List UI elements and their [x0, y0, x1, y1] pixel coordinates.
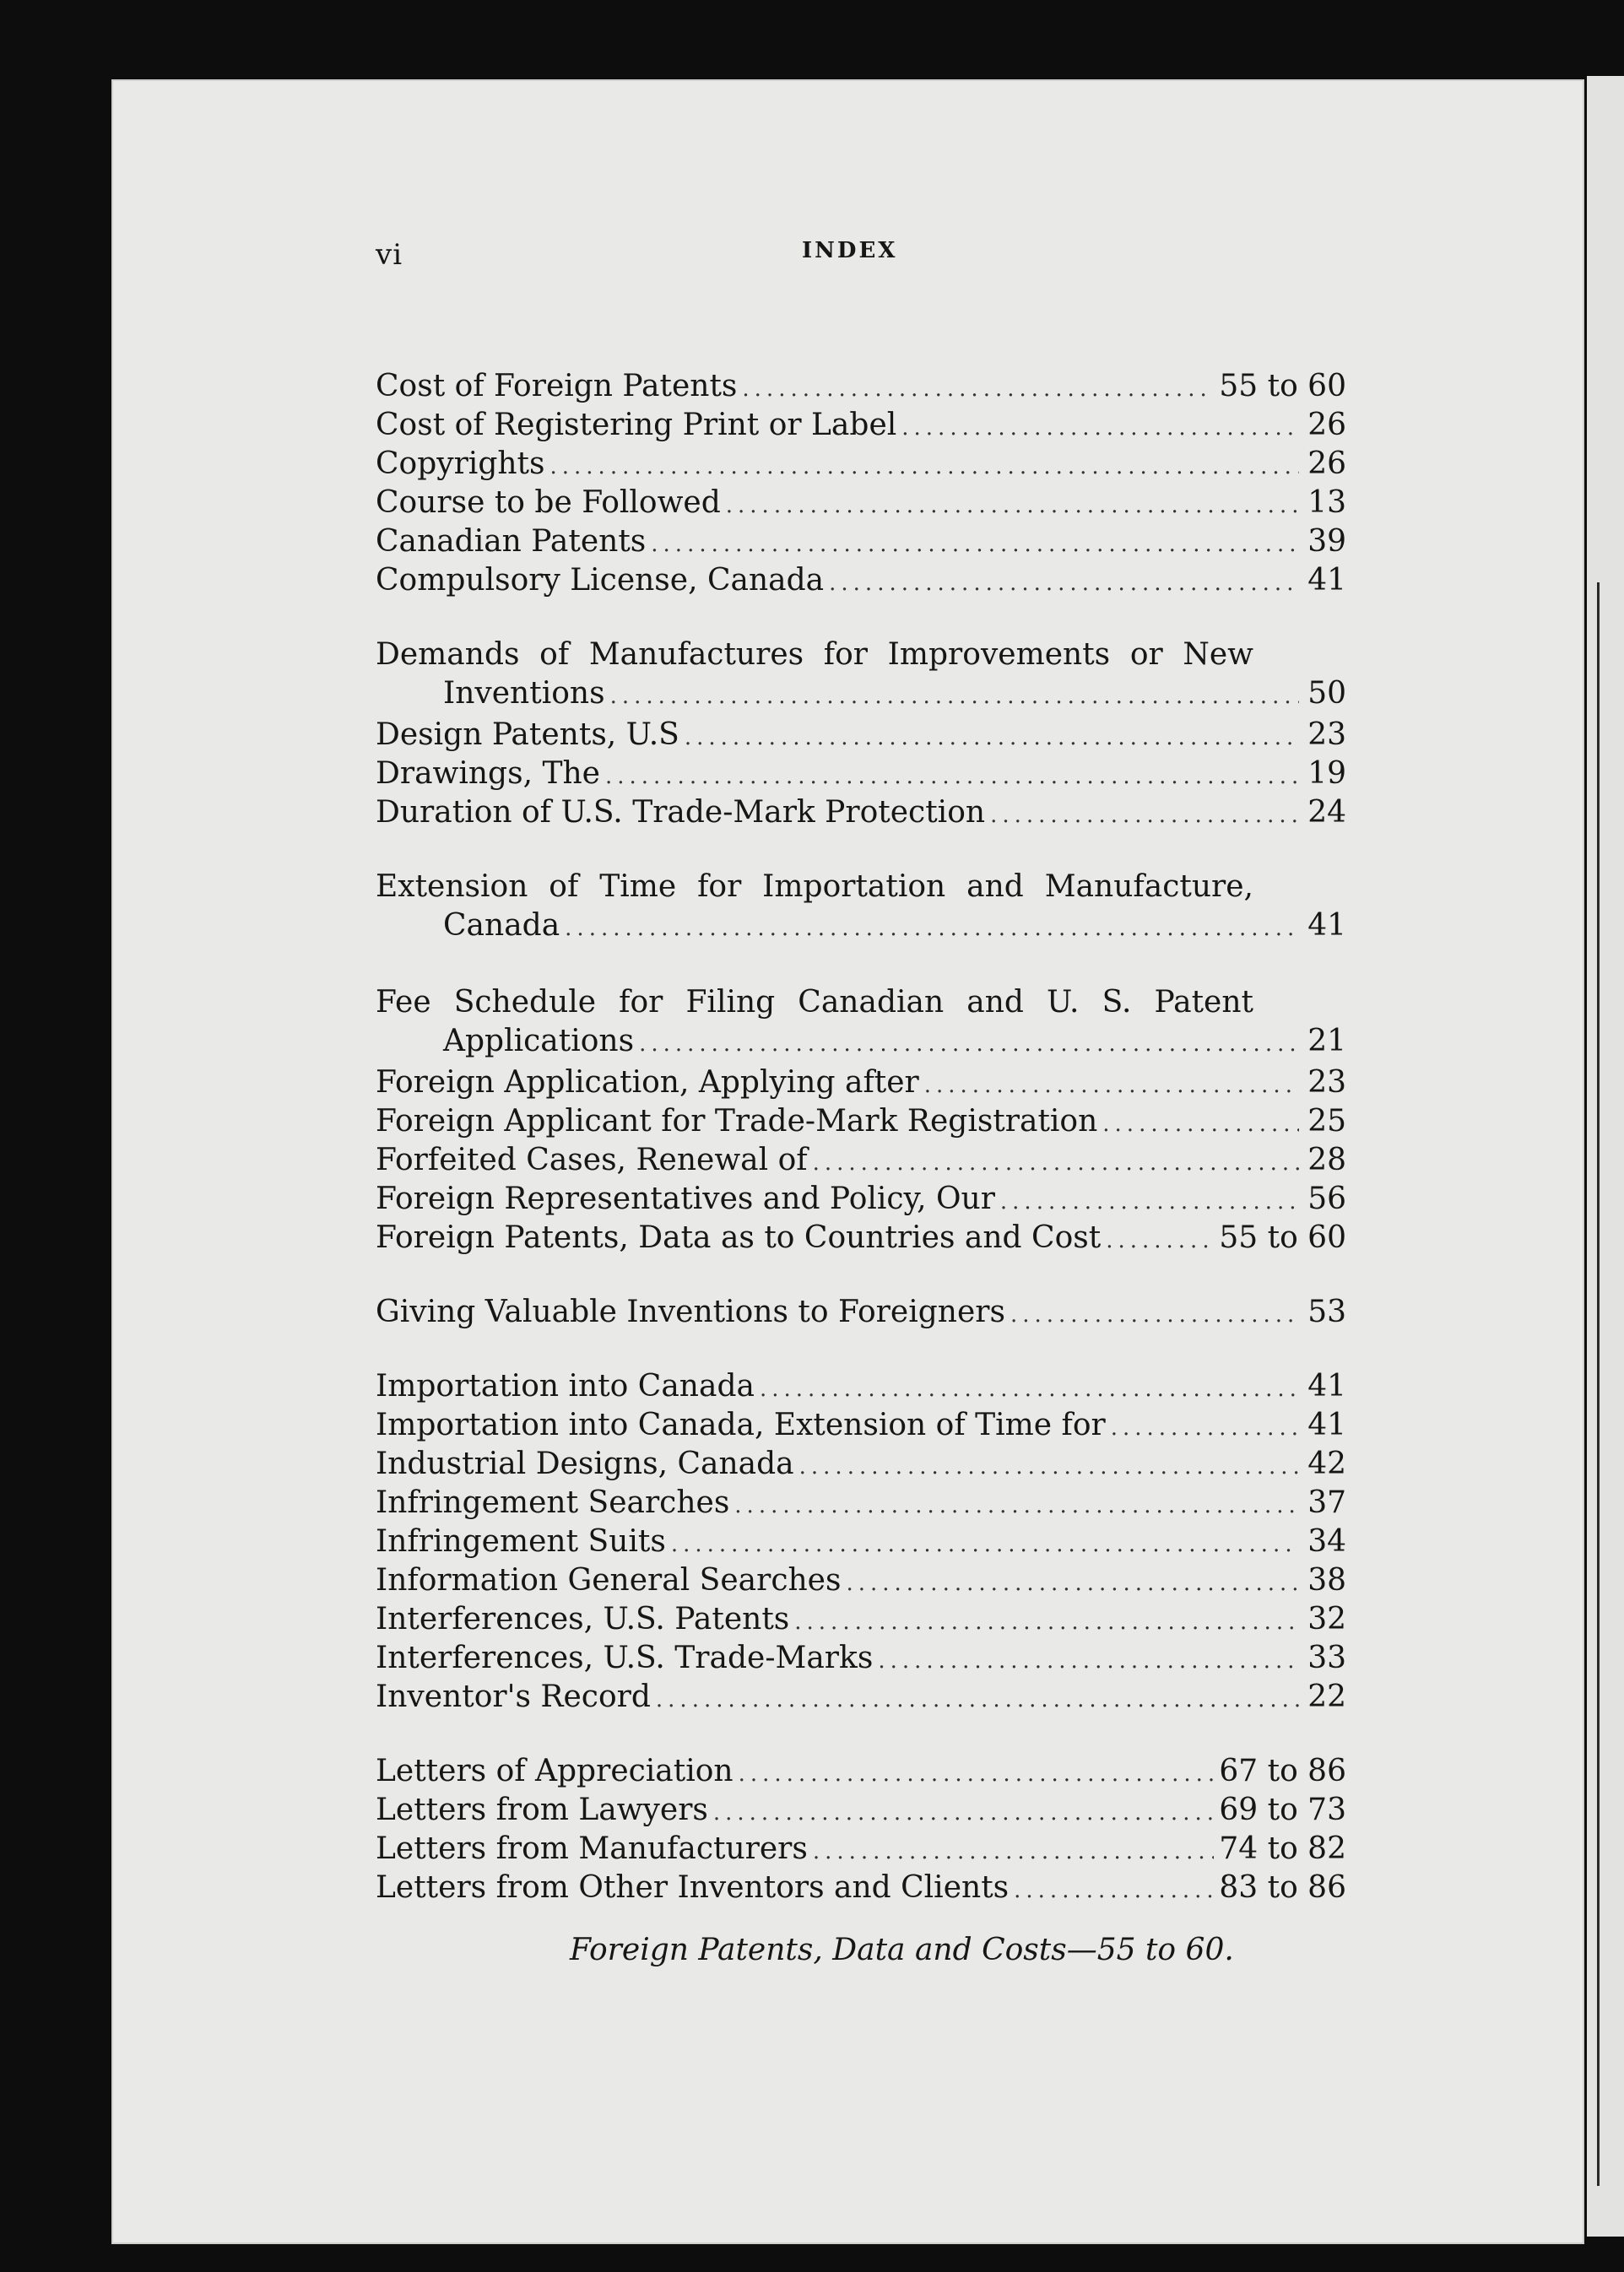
- leader-dots: [924, 1066, 1299, 1105]
- leader-dots: [739, 1755, 1215, 1793]
- leader-dots: [651, 525, 1299, 564]
- leader-dots: [813, 1832, 1214, 1871]
- index-entry: [376, 406, 1346, 445]
- entry-label-line2: Canada: [443, 908, 560, 943]
- leader-dots: [671, 1525, 1299, 1564]
- entry-page: 55 to 60: [1219, 1220, 1346, 1255]
- index-entry: [376, 868, 1346, 948]
- entry-page: 32: [1307, 1602, 1346, 1636]
- entry-label: Copyrights: [376, 446, 545, 481]
- entry-page: 50: [1307, 676, 1346, 711]
- index-entry: [376, 1678, 1346, 1717]
- entry-page: 67 to 86: [1219, 1754, 1346, 1788]
- footer-note: Foreign Patents, Data and Costs—55 to 60.: [570, 1933, 1234, 1967]
- leader-dots: [656, 1680, 1299, 1719]
- leader-dots: [734, 1486, 1299, 1525]
- leader-dots: [1102, 1105, 1299, 1144]
- index-entry: [376, 484, 1346, 522]
- entry-page: 41: [1307, 908, 1346, 943]
- running-title: INDEX: [802, 238, 898, 263]
- entry-page: 21: [1307, 1024, 1346, 1058]
- entry-page: 19: [1307, 756, 1346, 791]
- entry-page: 26: [1307, 408, 1346, 442]
- entry-page: 69 to 73: [1219, 1793, 1346, 1827]
- index-entry: [376, 636, 1346, 716]
- leader-dots: [605, 757, 1299, 796]
- entry-page: 74 to 82: [1219, 1831, 1346, 1866]
- index-entry: [376, 522, 1346, 561]
- entry-page: 26: [1307, 446, 1346, 481]
- index-entry: [376, 1367, 1346, 1406]
- entry-label: Inventor's Record: [376, 1680, 651, 1714]
- leader-dots: [550, 447, 1300, 486]
- entry-label-line1: Extension of Time for Importation and Manufacture,: [376, 869, 1253, 904]
- entry-label: Design Patents, U.S: [376, 717, 679, 752]
- entry-label: Letters from Other Inventors and Clients: [376, 1870, 1010, 1905]
- leader-dots: [639, 1025, 1299, 1063]
- entry-label: Information General Searches: [376, 1563, 842, 1598]
- leader-dots: [726, 486, 1299, 525]
- index-entry: [376, 1406, 1346, 1445]
- entry-page: 23: [1307, 717, 1346, 752]
- entry-label: Infringement Searches: [376, 1485, 730, 1520]
- entry-label: Compulsory License, Canada: [376, 563, 825, 598]
- entry-page: 24: [1307, 795, 1346, 830]
- entry-label: Interferences, U.S. Patents: [376, 1602, 790, 1636]
- entry-label: Infringement Suits: [376, 1524, 666, 1559]
- entry-label-line2: Applications: [443, 1024, 635, 1058]
- index-entry: [376, 1869, 1346, 1907]
- entry-label: Importation into Canada: [376, 1369, 755, 1404]
- entry-page: 38: [1307, 1563, 1346, 1598]
- leader-dots: [713, 1793, 1214, 1832]
- entry-page: 28: [1307, 1143, 1346, 1177]
- entry-label: Drawings, The: [376, 756, 600, 791]
- leader-dots: [1106, 1221, 1214, 1260]
- index-entry: [376, 1219, 1346, 1258]
- entry-page: 37: [1307, 1485, 1346, 1520]
- entry-page: 53: [1307, 1295, 1346, 1329]
- entry-label: Industrial Designs, Canada: [376, 1447, 794, 1481]
- index-entry: [376, 1600, 1346, 1639]
- leader-dots: [829, 564, 1299, 603]
- index-entry: [376, 1102, 1346, 1141]
- index-entry: [376, 716, 1346, 755]
- entry-page: 13: [1307, 485, 1346, 520]
- page-header: [376, 238, 1346, 272]
- entry-label: Letters of Appreciation: [376, 1754, 734, 1788]
- entry-label: Foreign Patents, Data as to Countries and Cost: [376, 1220, 1102, 1255]
- index-entry: [376, 1293, 1346, 1332]
- index-entry: [376, 1639, 1346, 1678]
- index-entry: [376, 1180, 1346, 1219]
- entry-page: 41: [1307, 563, 1346, 598]
- leader-dots: [565, 909, 1299, 948]
- entry-page: 42: [1307, 1447, 1346, 1481]
- entry-label-line1: Fee Schedule for Filing Canadian and U. S. Patent: [376, 985, 1253, 1020]
- entry-label-line1: Demands of Manufactures for Improvements or New: [376, 637, 1253, 672]
- entry-label: Foreign Representatives and Policy, Our: [376, 1182, 995, 1216]
- entry-label: Canadian Patents: [376, 524, 647, 559]
- leader-dots: [610, 677, 1299, 716]
- leader-dots: [685, 718, 1299, 757]
- entry-label: Interferences, U.S. Trade-Marks: [376, 1641, 874, 1675]
- index-entries: [376, 367, 1346, 1907]
- leader-dots: [990, 796, 1299, 835]
- entry-page: 41: [1307, 1369, 1346, 1404]
- entry-label: Importation into Canada, Extension of Time for: [376, 1408, 1106, 1442]
- page-number: vi: [376, 238, 403, 272]
- entry-label: Forfeited Cases, Renewal of: [376, 1143, 808, 1177]
- leader-dots: [846, 1564, 1299, 1603]
- entry-page: 39: [1307, 524, 1346, 559]
- index-entry: [376, 793, 1346, 832]
- leader-dots: [1111, 1409, 1299, 1447]
- index-entry: [376, 367, 1346, 406]
- entry-page: 23: [1307, 1065, 1346, 1100]
- entry-label: Foreign Application, Applying after: [376, 1065, 919, 1100]
- entry-page: 33: [1307, 1641, 1346, 1675]
- entry-label: Letters from Lawyers: [376, 1793, 708, 1827]
- entry-page: 55 to 60: [1219, 369, 1346, 403]
- index-entry: [376, 1141, 1346, 1180]
- entry-page: 56: [1307, 1182, 1346, 1216]
- entry-page: 22: [1307, 1680, 1346, 1714]
- leader-dots: [760, 1370, 1299, 1409]
- leader-dots: [813, 1144, 1299, 1182]
- entry-page: 83 to 86: [1219, 1870, 1346, 1905]
- entry-label: Duration of U.S. Trade-Mark Protection: [376, 795, 986, 830]
- entry-label: Cost of Registering Print or Label: [376, 408, 897, 442]
- index-entry: [376, 1561, 1346, 1600]
- leader-dots: [742, 370, 1214, 408]
- entry-label: Letters from Manufacturers: [376, 1831, 808, 1866]
- index-entry: [376, 1752, 1346, 1791]
- entry-label: Cost of Foreign Patents: [376, 369, 738, 403]
- leader-dots: [901, 408, 1299, 447]
- leader-dots: [878, 1642, 1299, 1680]
- index-entry: [376, 445, 1346, 484]
- index-entry: [376, 1791, 1346, 1830]
- adjacent-page-edge: [1587, 76, 1624, 2237]
- index-entry: [376, 1484, 1346, 1523]
- index-entry: [376, 1523, 1346, 1561]
- leader-dots: [794, 1603, 1299, 1642]
- entry-label: Giving Valuable Inventions to Foreigners: [376, 1295, 1005, 1329]
- leader-dots: [799, 1447, 1299, 1486]
- index-entry: [376, 983, 1346, 1063]
- index-entry: [376, 1445, 1346, 1484]
- leader-dots: [1014, 1871, 1214, 1910]
- entry-label: Course to be Followed: [376, 485, 721, 520]
- entry-label: Foreign Applicant for Trade-Mark Registration: [376, 1104, 1098, 1139]
- index-entry: [376, 561, 1346, 600]
- leader-dots: [1010, 1296, 1299, 1334]
- page-edge-line: [1597, 582, 1600, 2186]
- index-entry: [376, 755, 1346, 793]
- entry-page: 34: [1307, 1524, 1346, 1559]
- index-entry: [376, 1063, 1346, 1102]
- entry-page: 25: [1307, 1104, 1346, 1139]
- index-entry: [376, 1830, 1346, 1869]
- entry-page: 41: [1307, 1408, 1346, 1442]
- entry-label-line2: Inventions: [443, 676, 605, 711]
- leader-dots: [1000, 1182, 1299, 1221]
